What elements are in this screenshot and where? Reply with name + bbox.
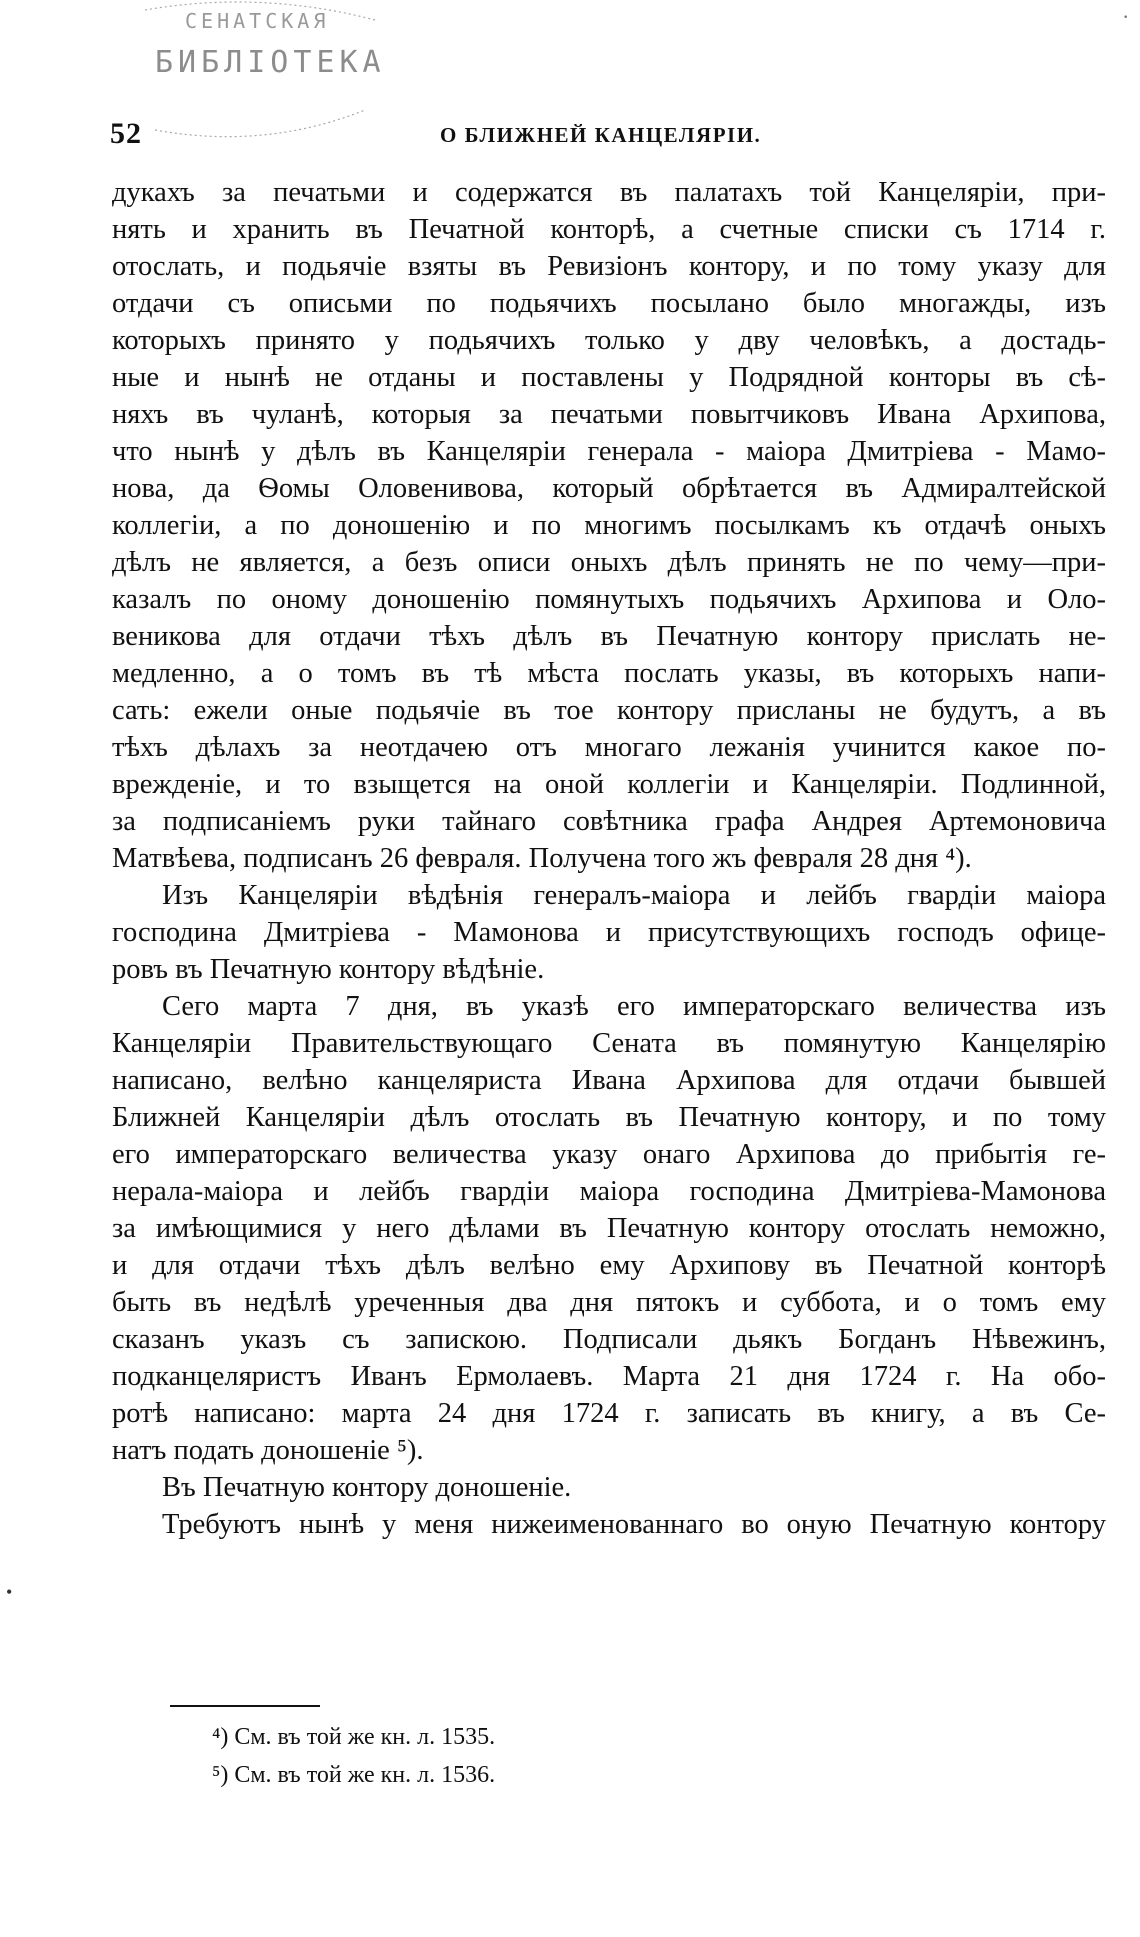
text-line: что нынѣ у дѣлъ въ Канцеляріи генерала - маіора Дмитріева - Мамо- <box>112 436 1106 467</box>
text-line: врежденіе, и то взыщется на оной коллегіи и Канцеляріи. Подлинной, <box>112 769 1106 800</box>
text-line: отослать, и подьячіе взяты въ Ревизіонъ контору, и по тому указу для <box>112 251 1106 282</box>
text-line: ровъ въ Печатную контору вѣдѣніе. <box>112 954 545 985</box>
text-line: подканцеляристъ Иванъ Ермолаевъ. Марта 21 дня 1724 г. На обо- <box>112 1361 1106 1392</box>
text-line: Ближней Канцеляріи дѣлъ отослать въ Печатную контору, и по тому <box>112 1102 1106 1133</box>
text-line: дукахъ за печатьми и содержатся въ палатахъ той Канцеляріи, при- <box>112 177 1106 208</box>
text-line: ротѣ написано: марта 24 дня 1724 г. записать въ книгу, а въ Се- <box>112 1398 1106 1429</box>
text-line: которыхъ принято у подьячихъ только у дву человѣкъ, а достадь- <box>112 325 1106 356</box>
text-line: Изъ Канцеляріи вѣдѣнія генералъ-маіора и лейбъ гвардіи маіора <box>162 880 1106 911</box>
text-line: быть въ недѣлѣ уреченныя два дня пятокъ и суббота, и о томъ ему <box>112 1287 1106 1318</box>
text-line: Сего марта 7 дня, въ указѣ его императорскаго величества изъ <box>162 991 1106 1022</box>
text-line: нять и хранить въ Печатной конторѣ, а счетные списки съ 1714 г. <box>112 214 1106 245</box>
text-line: тѣхъ дѣлахъ за неотдачею отъ многаго лежанія учинится какое по- <box>112 732 1106 763</box>
text-line: натъ подать доношеніе ⁵). <box>112 1435 424 1466</box>
text-line: господина Дмитріева - Мамонова и присутствующихъ господъ офице- <box>112 917 1106 948</box>
text-line: ные и нынѣ не отданы и поставлены у Подрядной конторы въ сѣ- <box>112 362 1106 393</box>
text-line: дѣлъ не является, а безъ описи оныхъ дѣлъ принять не по чему—при- <box>112 547 1106 578</box>
text-line: написано, велѣно канцеляриста Ивана Архипова для отдачи бывшей <box>112 1065 1106 1096</box>
page-header <box>110 117 1100 157</box>
text-line: Въ Печатную контору доношеніе. <box>162 1472 572 1503</box>
text-line: и для отдачи тѣхъ дѣлъ велѣно ему Архипову въ Печатной конторѣ <box>112 1250 1106 1281</box>
footnote-5: ⁵) См. въ той же кн. л. 1536. <box>212 1762 496 1788</box>
text-line: за подписаніемъ руки тайнаго совѣтника графа Андрея Артемоновича <box>112 806 1106 837</box>
footnote-4: ⁴) См. въ той же кн. л. 1535. <box>212 1724 496 1750</box>
text-line: сказанъ указъ съ запискою. Подписали дьякъ Богданъ Нѣвежинъ, <box>112 1324 1106 1355</box>
text-line: коллегіи, а по доношенію и по многимъ посылкамъ къ отдачѣ оныхъ <box>112 510 1106 541</box>
svg-text:СЕНАТСКАЯ: СЕНАТСКАЯ <box>185 9 330 33</box>
text-line: казалъ по оному доношенію помянутыхъ подьячихъ Архипова и Оло- <box>112 584 1106 615</box>
text-line: нова, да Ѳомы Оловенивова, который обрѣтается въ Адмиралтейской <box>112 473 1106 504</box>
text-line: отдачи съ описьми по подьячихъ посылано было многажды, изъ <box>112 288 1106 319</box>
footnote-divider <box>170 1705 320 1707</box>
body-text <box>112 174 1106 1543</box>
text-line: Канцеляріи Правительствующаго Сената въ помянутую Канцелярію <box>112 1028 1106 1059</box>
text-line: Матвѣева, подписанъ 26 февраля. Получена того жъ февраля 28 дня ⁴). <box>112 843 972 874</box>
text-line: Требуютъ нынѣ у меня нижеименованнаго во оную Печатную контору <box>162 1509 1106 1540</box>
text-line: веникова для отдачи тѣхъ дѣлъ въ Печатную контору прислать не- <box>112 621 1106 652</box>
text-line: медленно, а о томъ въ тѣ мѣста послать указы, въ которыхъ напи- <box>112 658 1106 689</box>
svg-text:БИБЛІОТЕКА: БИБЛІОТЕКА <box>155 45 386 80</box>
text-line: няхъ въ чуланѣ, которыя за печатьми повытчиковъ Ивана Архипова, <box>112 399 1106 430</box>
text-line: за имѣющимися у него дѣлами въ Печатную контору отослать неможно, <box>112 1213 1106 1244</box>
paper-speck: · <box>1122 4 1130 29</box>
running-title: О БЛИЖНЕЙ КАНЦЕЛЯРІИ. <box>440 123 762 147</box>
margin-mark: • <box>6 1582 13 1602</box>
text-line: его императорскаго величества указу онаго Архипова до прибытія ге- <box>112 1139 1106 1170</box>
page-number: 52 <box>110 117 142 150</box>
footnotes <box>212 1718 495 1794</box>
text-line: нерала-маіора и лейбъ гвардіи маіора господина Дмитріева-Мамонова <box>112 1176 1106 1207</box>
text-line: сать: ежели оные подьячіе въ тое контору присланы не будутъ, а въ <box>112 695 1106 726</box>
